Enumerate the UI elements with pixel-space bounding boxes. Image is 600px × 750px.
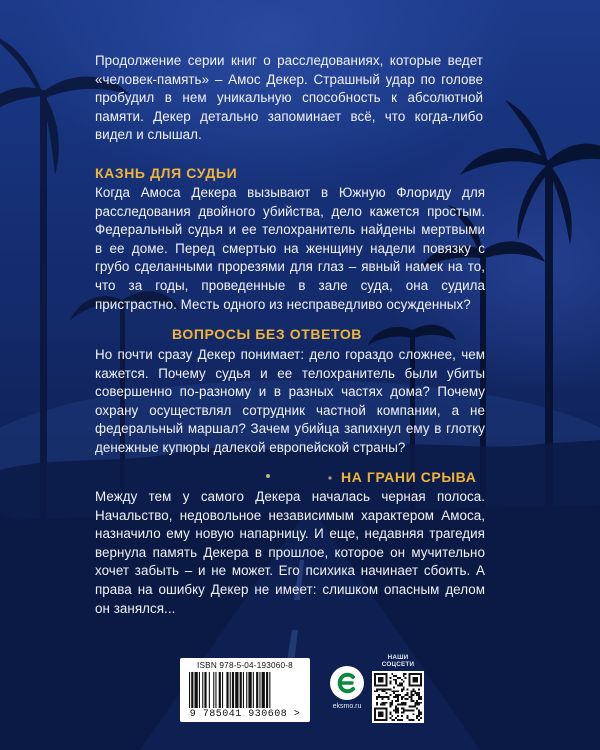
section-heading-1: КАЗНЬ ДЛЯ СУДЬИ — [95, 165, 238, 181]
publisher-url[interactable]: eksmo.ru — [332, 703, 362, 710]
intro-paragraph: Продолжение серии книг о расследованиях, которые ведет «человек-память» – Амос Декер. Страшный удар по голове пробудил в нем уникальную способность к абсолютной памяти. Декер детально запоминает всё, что когда-либо видел и слышал. — [95, 53, 483, 143]
section-text-1: Когда Амоса Декера вызывают в Южную Флориду для расследования двойного убийства, дело кажется простым. Федеральный судья и ее телохранитель найдены мертвыми в ее доме. Перед смертью на женщину надели повязку с грубо сделанными прорезями для глаз – явный намек на то, что за годы, проведенные в зале суда, она судила пристрастно. Месть одного из несправедливо осужденных? — [95, 185, 485, 312]
isbn-barcode — [180, 658, 310, 722]
barcode-bars — [189, 672, 301, 708]
publisher-logo — [330, 666, 364, 716]
social-qr-block — [372, 654, 424, 723]
isbn-label: ISBN 978-5-04-193060-8 — [197, 661, 293, 670]
qr-label: НАШИ СОЦСЕТИ — [381, 654, 415, 668]
eksmo-logo-icon — [330, 666, 364, 700]
qr-code-icon[interactable] — [372, 671, 424, 723]
section-heading-3: НА ГРАНИ СРЫВА — [341, 469, 477, 485]
barcode-digits: 9 785041 930608 > — [189, 709, 301, 720]
section-text-2: Но почти сразу Декер понимает: дело гораздо сложнее, чем кажется. Почему судья и ее телохранитель были убиты совершенно по-разному и в разных частях дома? Почему охрану осуществлял сотрудник частной компании, а не федеральный маршал? Зачем убийца запихнул ему в глотку денежные купюры далекой европейской страны? — [95, 347, 485, 455]
section-heading-2: ВОПРОСЫ БЕЗ ОТВЕТОВ — [172, 326, 363, 342]
section-text-3: Между тем у самого Декера началась черная полоса. Начальство, недовольное независимым характером Амоса, назначило ему новую напарницу. И еще, недавняя трагедия вернула память Декера в прошлое, которое он мучительно хочет забыть – и не может. Его психика начинает сбоить. А права на ошибку Декер не имеет: слишком опасным делом он занялся... — [95, 489, 485, 616]
